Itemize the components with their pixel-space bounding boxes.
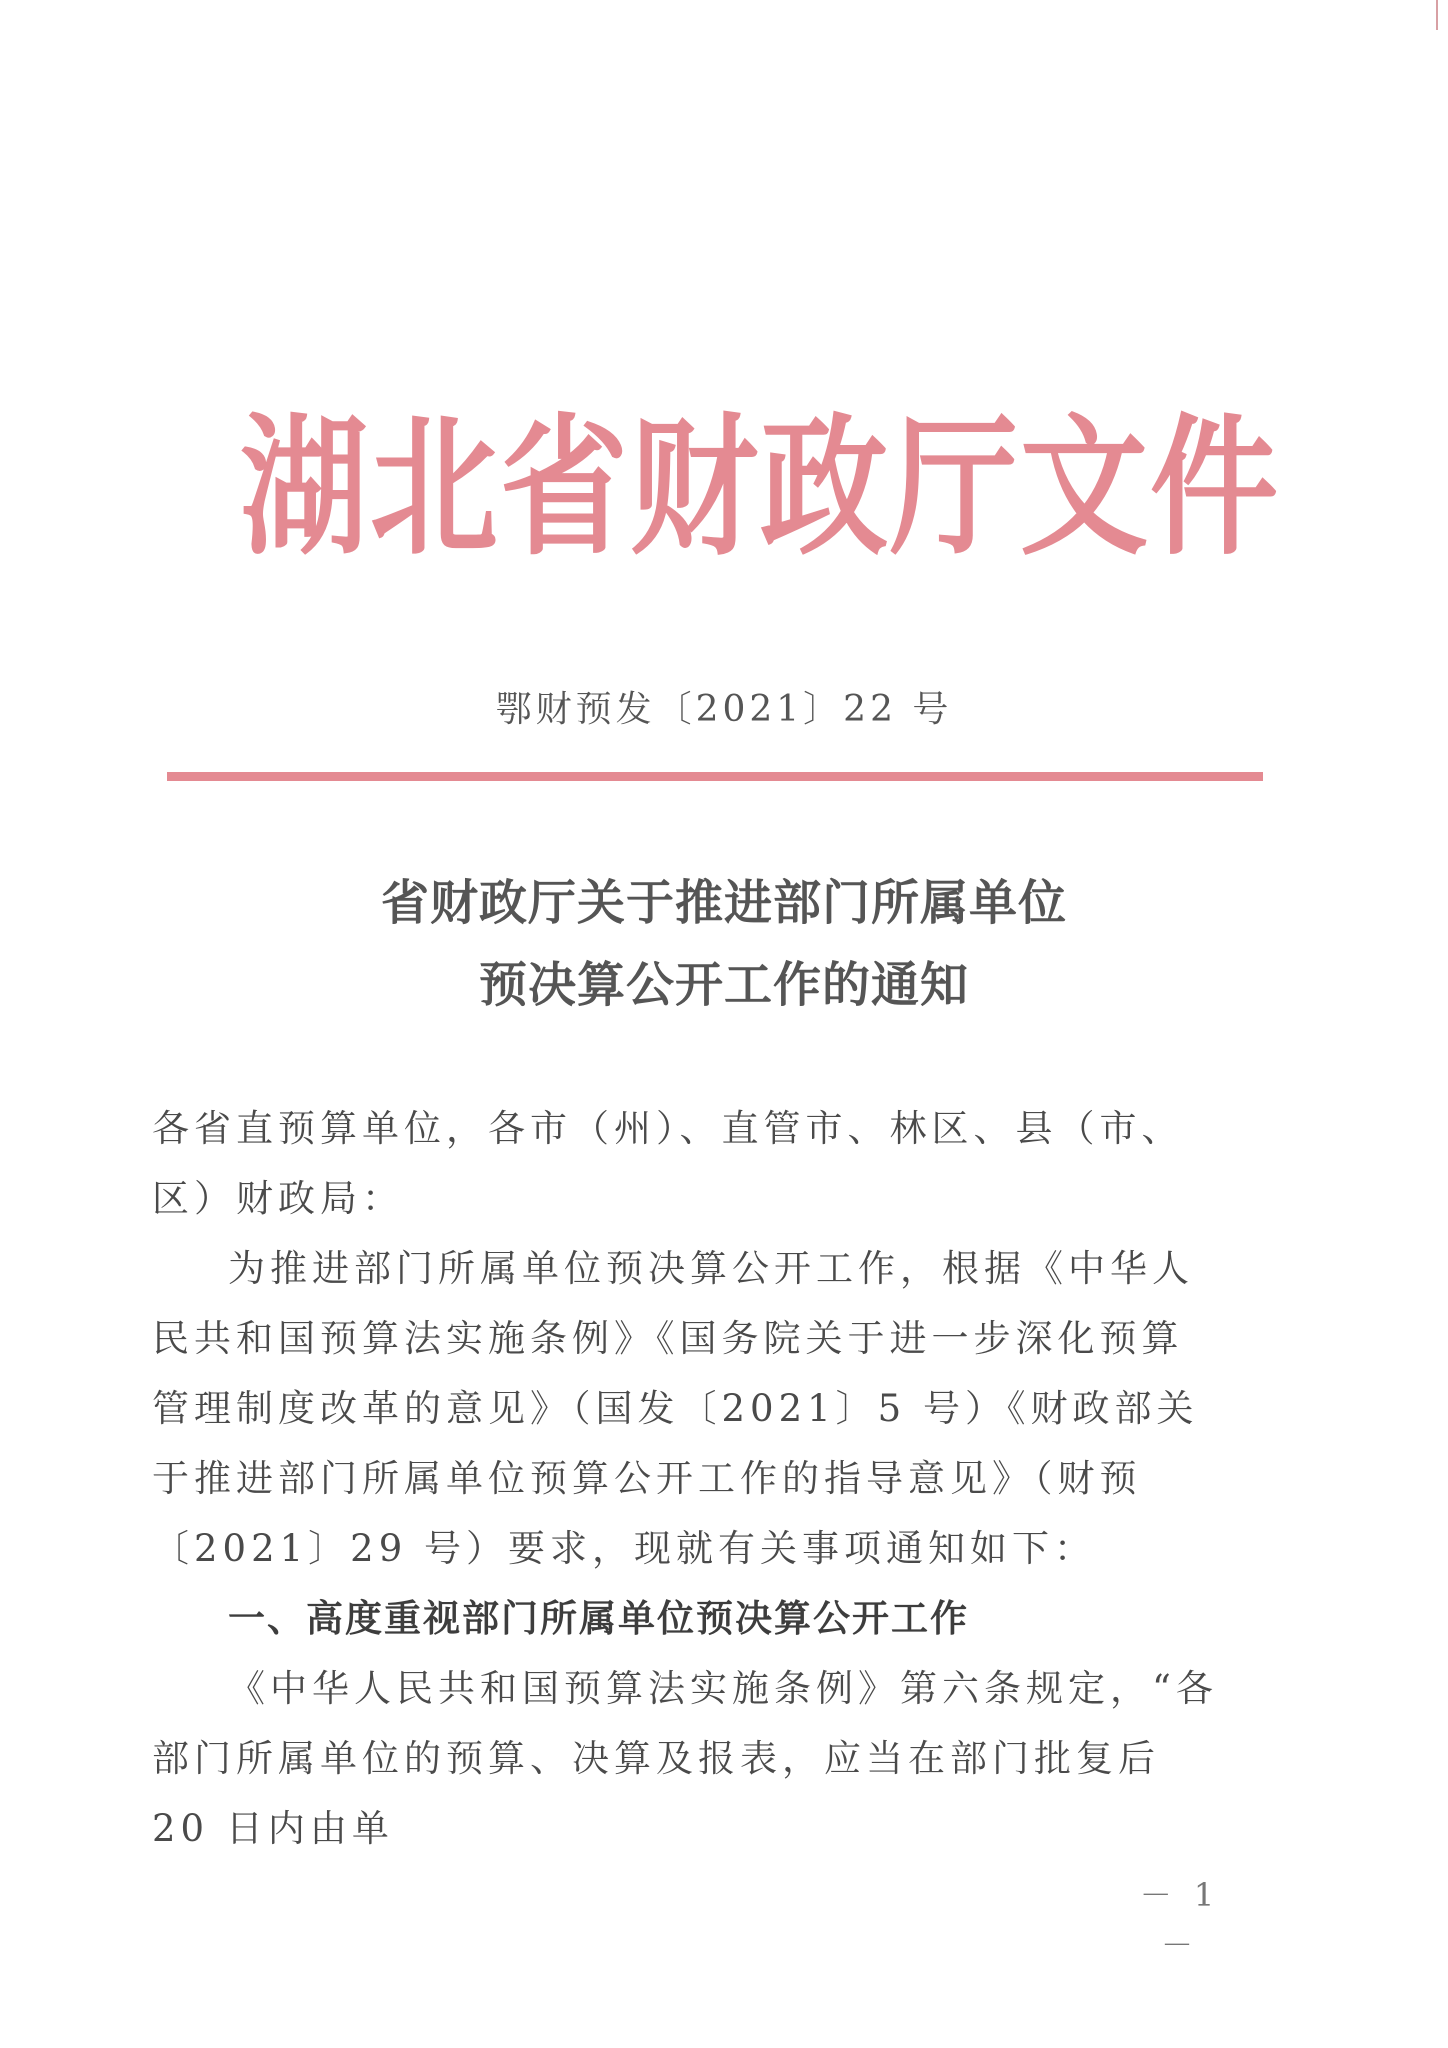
document-number: 鄂财预发〔2021〕22 号 xyxy=(495,689,953,730)
page-number: － 1 － xyxy=(1139,1876,1221,1964)
section-1-heading: 一、高度重视部门所属单位预决算公开工作 xyxy=(228,1597,969,1640)
scan-edge-mark xyxy=(1436,0,1438,30)
document-title-line-2: 预决算公开工作的通知 xyxy=(478,957,969,1013)
document-title xyxy=(0,862,1448,1026)
issuer-header-title: 湖北省财政厅文件 xyxy=(240,399,1281,577)
red-divider-line xyxy=(167,772,1263,781)
document-title-line-1: 省财政厅关于推进部门所属单位 xyxy=(380,875,1067,931)
salutation: 各省直预算单位，各市（州）、直管市、林区、县（市、区）财政局： xyxy=(152,1107,1184,1220)
intro-paragraph: 为推进部门所属单位预决算公开工作，根据《中华人民共和国预算法实施条例》《国务院关于进一步深化预算管理制度改革的意见》（国发〔2021〕5 号）《财政部关于推进部门所属单位预算公开工作的指导意见》（财预〔2021〕29 号）要求，现就有关事项通知如下： xyxy=(152,1247,1199,1570)
document-body xyxy=(152,1094,1222,1864)
section-1-paragraph: 《中华人民共和国预算法实施条例》第六条规定，“各部门所属单位的预算、决算及报表，应当在部门批复后 20 日内由单 xyxy=(152,1667,1218,1850)
